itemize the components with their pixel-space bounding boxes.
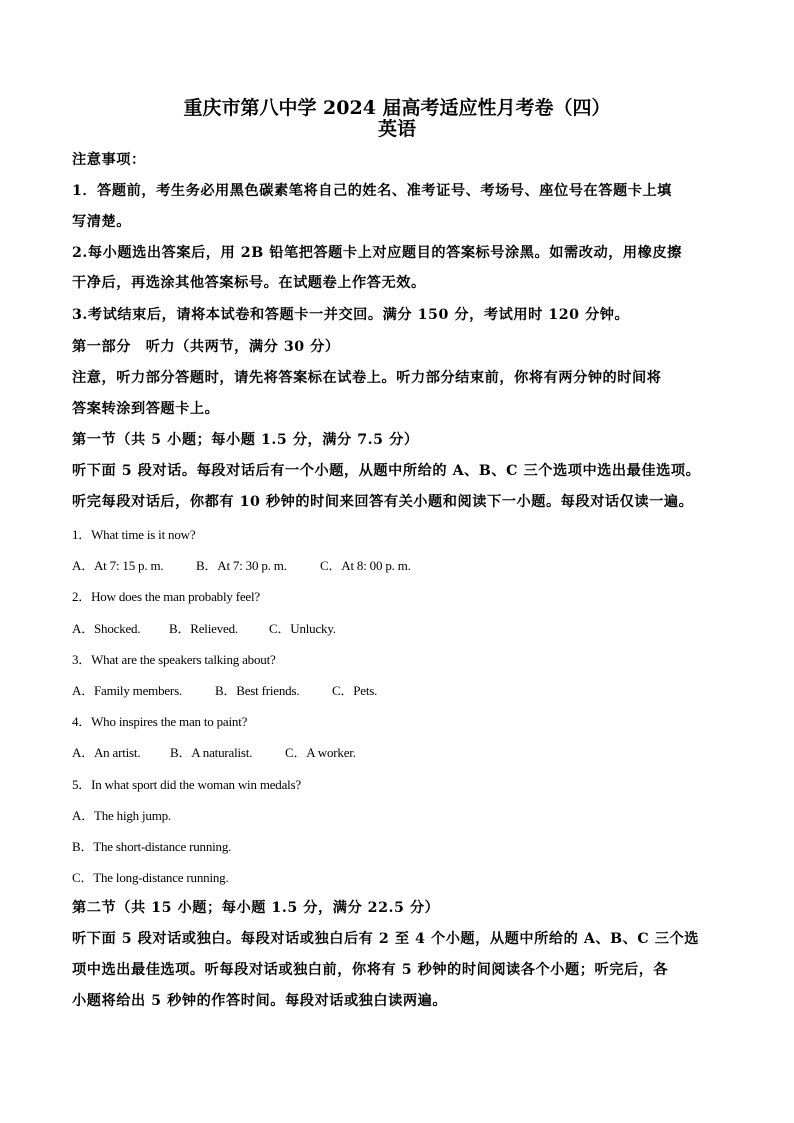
notice-item-1-line-2: 写清楚。	[72, 214, 131, 230]
option-c: C．Pets.	[332, 683, 378, 698]
notice-item-1-line-1: 1．答题前，考生务必用黑色碳素笔将自己的姓名、准考证号、考场号、座位号在答题卡上填	[72, 183, 672, 199]
part1-note-line-1: 注意，听力部分答题时，请先将答案标在试卷上。听力部分结束前，你将有两分钟的时间将	[72, 370, 662, 386]
option-a: A．At 7: 15 p. m.	[72, 558, 164, 573]
question-1-options	[72, 557, 724, 575]
part1-heading: 第一部分 听力（共两节，满分 30 分）	[72, 339, 340, 355]
question-2-options	[72, 620, 724, 638]
section2-heading: 第二节（共 15 小题；每小题 1.5 分，满分 22.5 分）	[72, 900, 440, 916]
notice-item-3: 3.考试结束后，请将本试卷和答题卡一并交回。满分 150 分，考试用时 120 分钟。	[72, 307, 630, 323]
question-3-options	[72, 682, 724, 700]
question-4-options	[72, 744, 724, 762]
section2-instruction-line-2: 项中选出最佳选项。听每段对话或独白前，你将有 5 秒钟的时间阅读各个小题；听完后，各	[72, 962, 669, 978]
option-b: B．A naturalist.	[170, 745, 253, 760]
option-a: A．An artist.	[72, 745, 141, 760]
section1-instruction-line-1: 听下面 5 段对话。每段对话后有一个小题，从题中所给的 A、B、C 三个选项中选出最佳选项。	[72, 463, 701, 479]
notice-item-2-line-1: 2.每小题选出答案后，用 2B 铅笔把答题卡上对应题目的答案标号涂黑。如需改动，用橡皮擦	[72, 245, 682, 261]
option-b: B．Best friends.	[215, 683, 300, 698]
question-5: 5．In what sport did the woman win medals?	[72, 777, 302, 792]
question-1: 1．What time is it now?	[72, 527, 196, 542]
option-a: A．Shocked.	[72, 621, 141, 636]
option-c: C．A worker.	[285, 745, 356, 760]
option-a: A．Family members.	[72, 683, 182, 698]
question-3: 3．What are the speakers talking about?	[72, 652, 276, 667]
question-2: 2．How does the man probably feel?	[72, 589, 260, 604]
question-5-option-b: B．The short-distance running.	[72, 839, 232, 854]
question-4: 4．Who inspires the man to paint?	[72, 714, 248, 729]
option-b: B．At 7: 30 p. m.	[196, 558, 287, 573]
section1-heading: 第一节（共 5 小题；每小题 1.5 分，满分 7.5 分）	[72, 432, 419, 448]
exam-title: 重庆市第八中学 2024 届高考适应性月考卷（四）	[183, 97, 611, 119]
section2-instruction-line-1: 听下面 5 段对话或独白。每段对话或独白后有 2 至 4 个小题，从题中所给的 A、B、C 三个选	[72, 931, 699, 947]
part1-note-line-2: 答案转涂到答题卡上。	[72, 401, 220, 417]
question-5-option-a: A．The high jump.	[72, 808, 171, 823]
question-5-option-c: C．The long-distance running.	[72, 870, 229, 885]
exam-subject: 英语	[377, 118, 416, 140]
section2-instruction-line-3: 小题将给出 5 秒钟的作答时间。每段对话或独白读两遍。	[72, 993, 448, 1009]
section1-instruction-line-2: 听完每段对话后，你都有 10 秒钟的时间来回答有关小题和阅读下一小题。每段对话仅读一遍。	[72, 494, 694, 510]
option-c: C．At 8: 00 p. m.	[320, 558, 411, 573]
option-b: B．Relieved.	[169, 621, 238, 636]
option-c: C．Unlucky.	[269, 621, 336, 636]
notice-heading: 注意事项：	[72, 152, 146, 168]
notice-item-2-line-2: 干净后，再选涂其他答案标号。在试题卷上作答无效。	[72, 275, 426, 291]
